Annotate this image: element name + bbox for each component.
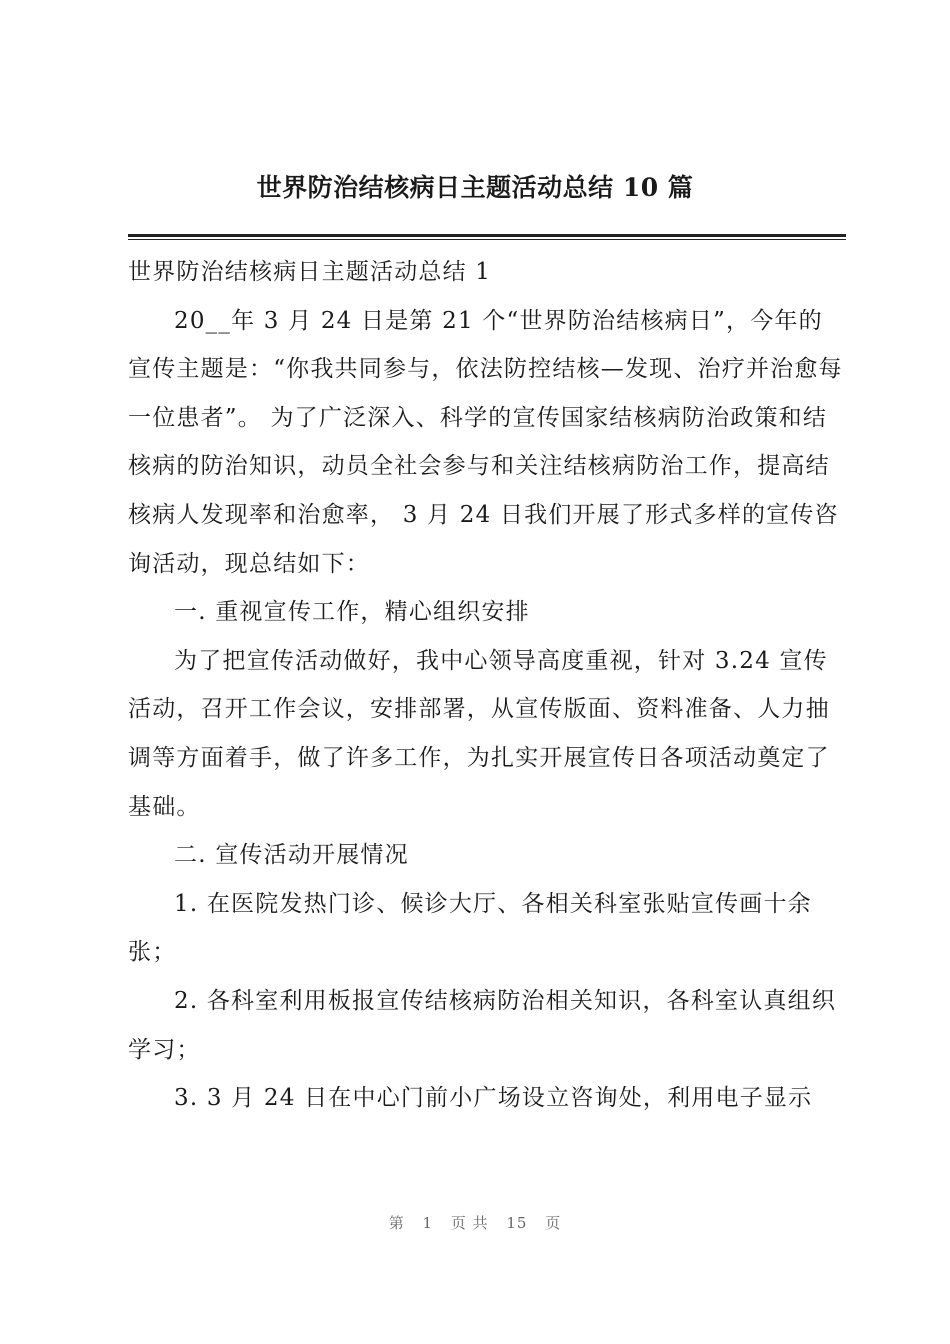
list-item-2: 2. 各科室利用板报宣传结核病防治相关知识，各科室认真组织学习； [128,987,837,1063]
document-body [128,248,846,1123]
footer-total-pages: 15 [506,1214,528,1232]
footer-suffix: 页 [545,1214,562,1232]
section-heading: 世界防治结核病日主题活动总结 1 [128,259,492,285]
footer-middle: 页 共 [450,1214,489,1232]
subheading-two: 二. 宣传活动开展情况 [174,842,409,869]
list-item-1: 1. 在医院发热门诊、候诊大厅、各相关科室张贴宣传画十余张； [128,890,812,966]
page-footer [0,1212,950,1233]
title-divider-thin [128,239,846,240]
paragraph-one: 为了把宣传活动做好，我中心领导高度重视，针对 3.24 宣传活动，召开工作会议，安排部署，从宣传版面、资料准备、人力抽调等方面着手，做了许多工作，为扎实开展宣传日各项活动奠定了基础。 [128,647,830,820]
paragraph-intro: 20__年 3 月 24 日是第 21 个“世界防治结核病日”，今年的宣传主题是：“你我共同参与，依法防控结核—发现、治疗并治愈每一位患者”。 为了广泛深入、科学的宣传国家结核病防治政策和结核病的防治知识，动员全社会参与和关注结核病防治工作，提高结核病人发现率和治愈率， 3 月 24 日我们开展了形式多样的宣传咨询活动，现总结如下： [128,307,843,577]
footer-current-page: 1 [422,1214,434,1232]
list-item-3: 3. 3 月 24 日在中心门前小广场设立咨询处，利用电子显示 [174,1085,813,1112]
subheading-one: 一. 重视宣传工作，精心组织安排 [174,599,530,626]
document-title: 世界防治结核病日主题活动总结 10 篇 [256,173,694,202]
title-divider-thick [128,234,846,237]
footer-prefix: 第 [388,1214,405,1232]
